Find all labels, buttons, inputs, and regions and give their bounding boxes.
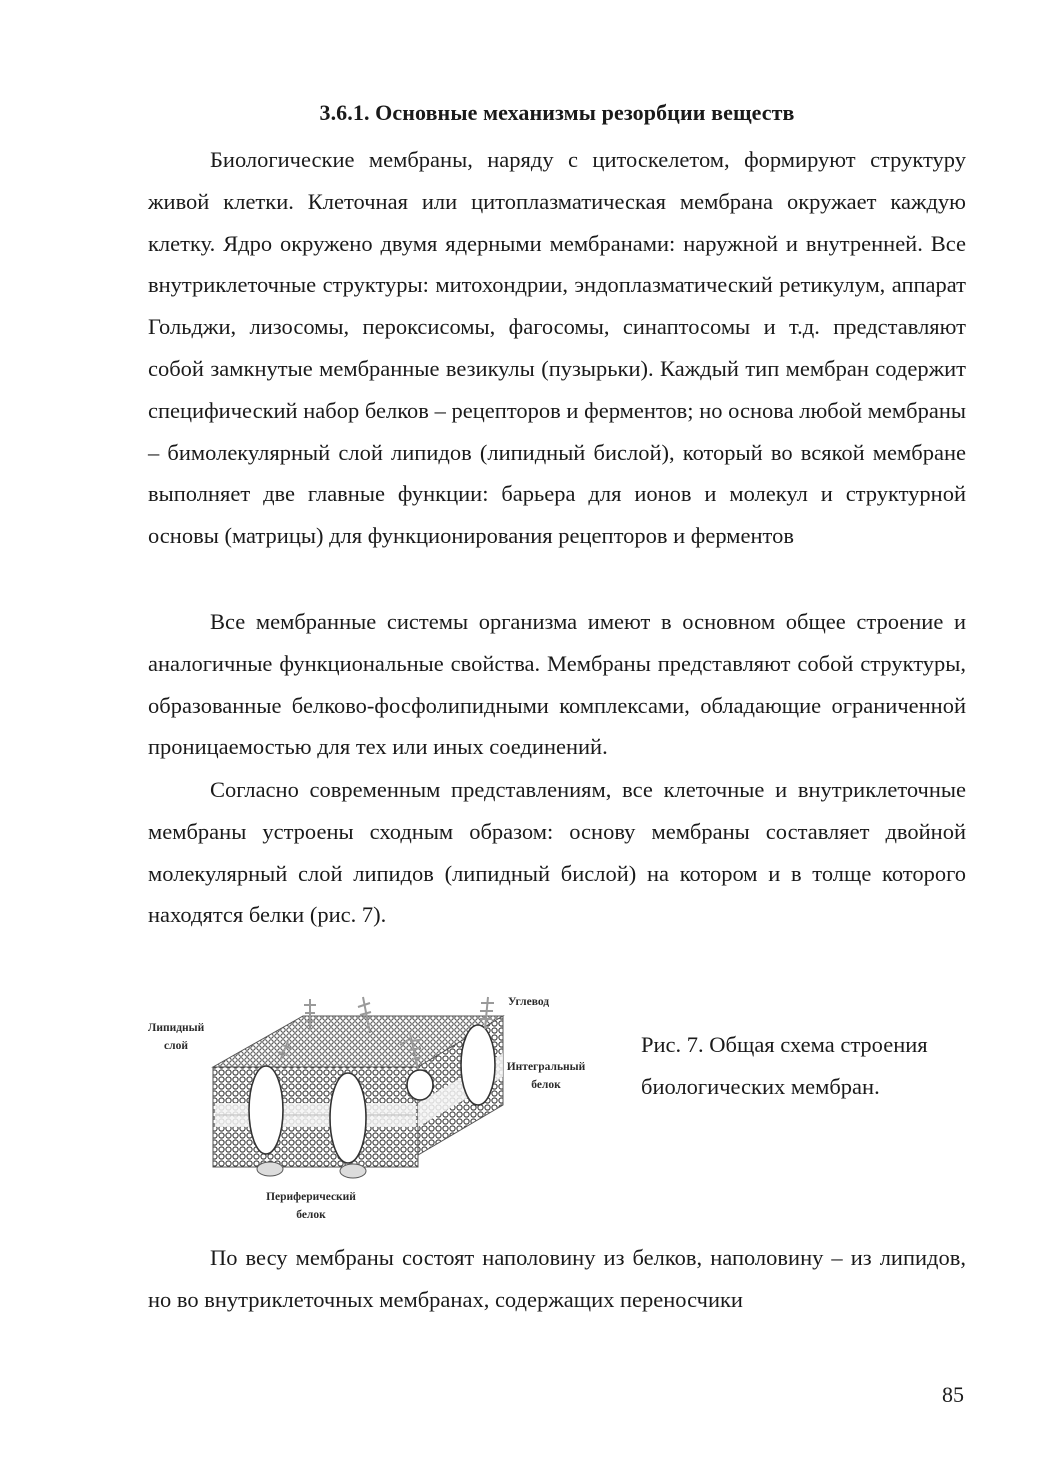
small-protein [407,1070,433,1100]
paragraph-2: Все мембранные системы организма имеют в основном общее строение и аналогичные функциональные свойства. Мембраны представляют собой структуры, образованные белково-фосфолипидными комплексами, обладающие ограниченной проницаемостью для тех или иных соединений. [148,609,966,760]
label-lipid-layer-2: слой [164,1040,188,1052]
membrane-figure [148,985,618,1225]
figure-caption-line-2: биологических мембран. [641,1073,880,1099]
membrane-diagram [148,985,618,1225]
label-peripheral-1: Периферический [266,1191,356,1203]
peripheral-protein-1 [257,1162,283,1176]
section-heading: 3.6.1. Основные механизмы резорбции веществ [319,100,795,125]
page-number: 85 [942,1382,964,1407]
paragraph-3: Согласно современным представлениям, все клеточные и внутриклеточные мембраны устроены сходным образом: основу мембраны составляет двойной молекулярный слой липидов (липидный бислой) на котором и в толще которого находятся белки (рис. 7). [148,777,966,928]
label-peripheral-2: белок [296,1209,326,1221]
label-integral-2: белок [531,1079,561,1091]
paragraph-4: По весу мембраны состоят наполовину из белков, наполовину – из липидов, но во внутриклеточных мембранах, содержащих переносчики [148,1245,966,1312]
integral-protein-3 [461,1025,495,1105]
peripheral-protein-2 [340,1164,366,1178]
integral-protein-2 [330,1073,366,1163]
figure-caption-line-1: Рис. 7. Общая схема строения [641,1032,928,1057]
integral-protein-1 [249,1066,283,1154]
figure-caption [641,1024,967,1108]
paragraph-1: Биологические мембраны, наряду с цитоскелетом, формируют структуру живой клетки. Клеточная или цитоплазматическая мембрана окружает каждую клетку. Ядро окружено двумя ядерными мембранами: наружной и внутренней. Все внутриклеточные структуры: митохондрии, эндоплазматический ретикулум, аппарат Гольджи, лизосомы, пероксисомы, фагосомы, синаптосомы и т.д. представляют собой замкнутые мембранные везикулы (пузырьки). Каждый тип мембран содержит специфический набор белков – рецепторов и ферментов; но основа любой мембраны – бимолекулярный слой липидов (липидный бислой), который во всякой мембране выполняет две главные функции: барьера для ионов и молекул и структурной основы (матрицы) для функционирования рецепторов и ферментов [148,147,966,549]
label-carbohydrate: Углевод [508,996,550,1008]
label-integral-1: Интегральный [506,1061,586,1073]
label-lipid-layer-1: Липидный [148,1022,205,1034]
